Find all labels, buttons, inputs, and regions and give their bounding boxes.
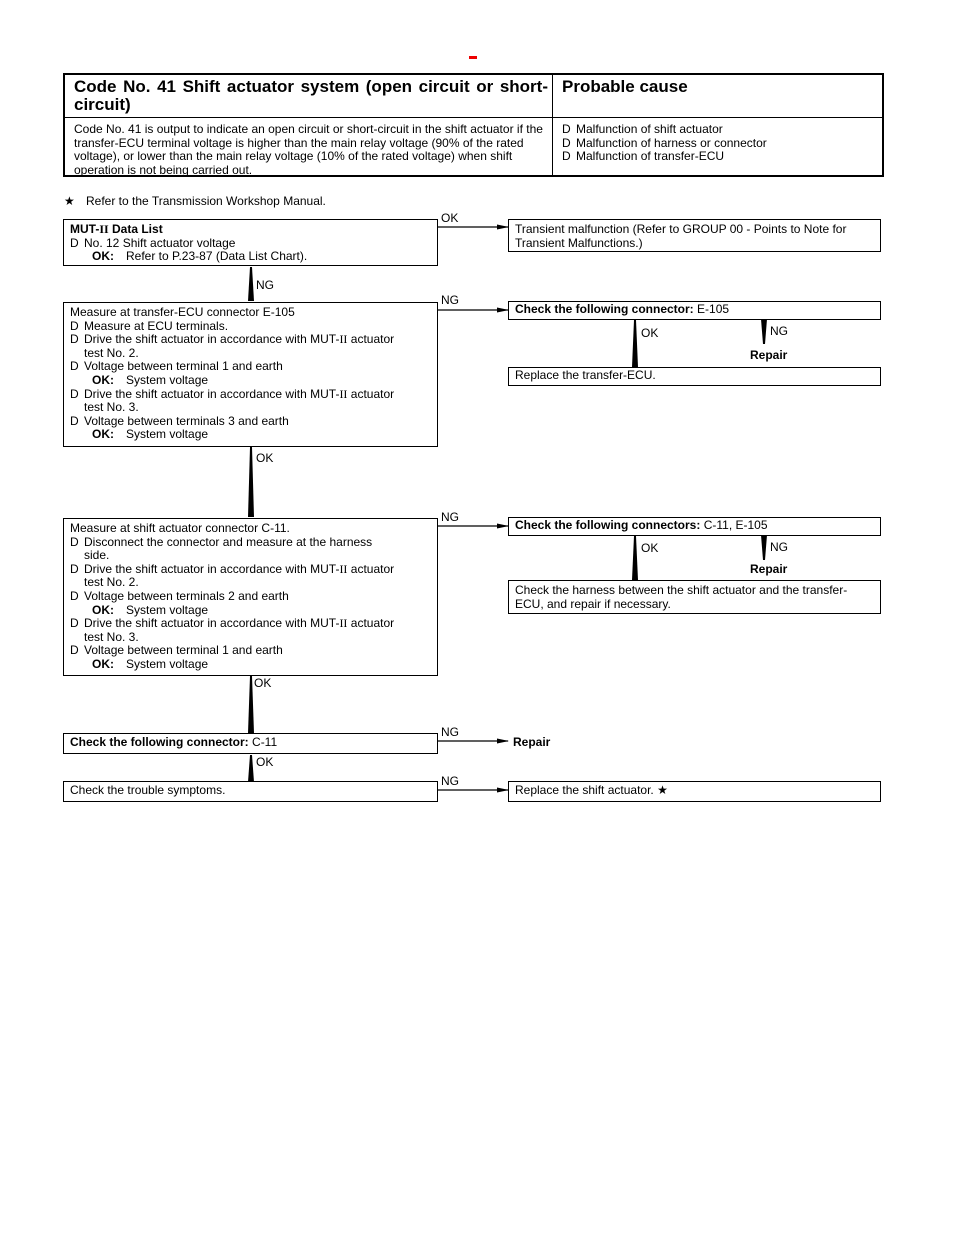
probable-cause-heading: Probable cause [562,77,688,96]
ng-label: NG [441,774,459,788]
ok-label: OK [254,676,272,690]
check-trouble-symptoms: Check the trouble symptoms. [63,781,438,802]
ok-label: OK [256,451,274,465]
ok-label: OK [641,326,659,340]
check-connector-e105: Check the following connector: E-105 [508,301,881,320]
ng-label: NG [256,278,274,292]
cause-item: D Malfunction of harness or connector [562,135,767,150]
repair-label: Repair [513,735,551,749]
check-connectors-c11-e105: Check the following connectors: C-11, E-105 [508,517,881,536]
replace-transfer-ecu: Replace the transfer-ECU. [508,367,881,386]
replace-shift-actuator: Replace the shift actuator. ★ [508,781,881,802]
cause-item: D Malfunction of shift actuator [562,122,723,136]
ok-label: OK [256,755,274,769]
ng-label: NG [441,293,459,307]
transient-malfunction-result: Transient malfunction (Refer to GROUP 00 - Points to Note for Transient Malfunctions.) [508,219,881,252]
repair-label: Repair [750,562,788,576]
ng-label: NG [441,725,459,739]
shift-actuator-measure-step: Measure at shift actuator connector C-11. D Disconnect the connector and measure at the harness side. D Drive the shift actuator in accordance with MUT-II actuator test No. 2. D Voltage between terminals 2 and earth OK: System voltage D Drive the shift actuator in accordance with MUT-II actuator test No. 3. D Voltage between terminal 1 and earth OK: System voltage [63,518,438,676]
transfer-ecu-measure-step: Measure at transfer-ECU connector E-105 D Measure at ECU terminals. D Drive the shift actuator in accordance with MUT-II actuator test No. 2. D Voltage between terminal 1 and earth OK: System voltage D Drive the shift actuator in accordance with MUT-II actuator test No. 3. D Voltage between terminals 3 and earth OK: System voltage [63,302,438,447]
ng-label: NG [770,540,788,554]
mut-data-list-step: MUT-II Data List D No. 12 Shift actuator voltage OK: Refer to P.23-87 (Data List Chart). [63,219,438,266]
code-title: Code No. 41 Shift actuator system (open circuit or short-circuit) [74,77,548,114]
step-title: MUT-II Data List [70,222,163,236]
star-icon: ★ [657,783,668,797]
star-icon: ★ [64,194,75,208]
ng-label: NG [441,510,459,524]
cause-item: D Malfunction of transfer-ECU [562,149,725,163]
ok-label: OK [641,541,659,555]
footnote: ★ Refer to the Transmission Workshop Manual. [64,194,326,208]
check-connector-c11: Check the following connector: C-11 [63,733,438,754]
ng-label: NG [770,324,788,338]
code-description: Code No. 41 is output to indicate an open circuit or short-circuit in the shift actuator if the transfer-ECU terminal voltage is higher than the main relay voltage (90% of the rated voltage), or lower than the main relay voltage (10% of the rated voltage) when shift operation is not being carried out. [74,122,543,177]
check-harness-result: Check the harness between the shift actuator and the transfer-ECU, and repair if necessary. [508,580,881,614]
repair-label: Repair [750,348,788,362]
ok-label: OK [441,211,459,225]
